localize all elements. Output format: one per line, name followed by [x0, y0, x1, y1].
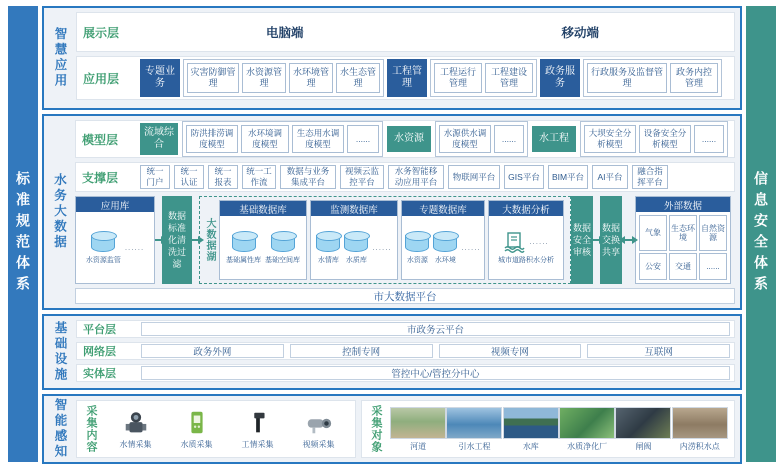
city-bigdata-platform-bar: 市大数据平台 [75, 288, 735, 304]
smart-perception-label: 智能感知 [53, 398, 67, 460]
infrastructure-label: 基础设施 [53, 321, 67, 383]
app-item: 政务内控管理 [670, 63, 718, 93]
db-cylinder-item [316, 230, 340, 265]
database-cylinder-icon [405, 235, 429, 252]
flow-arrow-icon [593, 239, 600, 241]
standards-system-bar [8, 6, 38, 462]
water-quality-device-icon [183, 409, 211, 437]
external-data-grid [636, 212, 730, 283]
sensor-probe-icon [244, 409, 272, 437]
band-label-smart-application [44, 8, 76, 108]
support-layer-label: 支撑层 [82, 170, 119, 185]
standards-system-label: 标准规范体系 [15, 171, 31, 297]
mobile-client-label: 移动端 [561, 26, 599, 40]
network-item: 互联网 [587, 344, 730, 358]
database-cylinder-icon [91, 235, 115, 252]
basic-db-title: 基础数据库 [220, 201, 306, 216]
support-item: BIM平台 [548, 165, 588, 189]
db-cylinder-label: 水资源监管 [85, 257, 121, 264]
database-cylinder-icon [316, 235, 340, 252]
model-item: 水环境调度模型 [241, 125, 289, 153]
external-item: 自然资源 [699, 215, 727, 251]
object-item [672, 407, 728, 452]
network-item: 控制专网 [290, 344, 433, 358]
platform-layer-label: 平台层 [83, 324, 116, 336]
database-cylinder-icon [344, 235, 368, 252]
external-data-title: 外部数据 [636, 197, 730, 212]
bigdata-analysis-box [488, 200, 564, 280]
support-layer-row [75, 162, 735, 192]
app-item: 水环境管理 [289, 63, 333, 93]
model-group-water-resource [435, 121, 528, 157]
display-layer-label: 展示层 [83, 25, 120, 40]
gov-cloud-platform: 市政务云平台 [141, 322, 730, 336]
analysis-label: 城市道路积水分析 [498, 256, 554, 264]
db-cylinder-item [433, 230, 457, 265]
bigdata-analysis-body [489, 216, 563, 279]
model-item-ellipsis: ...... [347, 125, 379, 153]
entity-layer-label: 实体层 [83, 368, 116, 380]
monitor-db-title: 监测数据库 [311, 201, 397, 216]
app-group-head-topic-business: 专题业务 [140, 59, 180, 97]
model-layer-row [75, 120, 735, 158]
flow-meter-icon [122, 409, 150, 437]
basic-db-body [220, 216, 306, 279]
flow-arrow-icon [155, 239, 162, 241]
client-area [137, 23, 728, 41]
app-group-topic-business [183, 59, 384, 97]
data-clean-column: 数据标准化清洗过滤 [162, 196, 192, 284]
object-item-label: 闸阀 [635, 441, 652, 451]
band-label-water-bigdata [44, 116, 75, 308]
control-center: 管控中心/管控分中心 [141, 366, 730, 380]
db-cylinder-item [265, 230, 300, 265]
object-item [615, 407, 671, 452]
model-group-head-basin: 流域综合 [140, 123, 178, 155]
object-item [446, 407, 502, 452]
band-label-smart-perception [44, 396, 76, 462]
platform-layer-row [76, 320, 735, 338]
support-item: GIS平台 [504, 165, 544, 189]
data-audit-column: 数据安全审核 [571, 196, 593, 284]
support-item: 融合指挥平台 [632, 165, 668, 189]
database-cylinder-icon [433, 235, 457, 252]
external-item: 交通 [669, 253, 697, 280]
application-db-box [75, 196, 155, 284]
model-item: 水源供水调度模型 [439, 125, 491, 153]
object-item-label: 水库 [522, 441, 539, 451]
collect-item-label: 水情采集 [119, 439, 152, 449]
application-layer-label: 应用层 [83, 71, 120, 86]
collect-item [242, 409, 274, 450]
support-item: 数据与业务集成平台 [280, 165, 336, 189]
waterlogging-point-photo [672, 407, 728, 439]
bigdata-lake-label-wrap [203, 200, 216, 280]
diagram-main [42, 6, 742, 468]
application-db-body [76, 212, 154, 283]
app-group-head-project-management: 工程管理 [387, 59, 427, 97]
bigdata-lake [199, 196, 571, 284]
two-way-arrow-icon [623, 239, 634, 241]
object-item [559, 407, 615, 452]
db-cylinder-label: 基础空间库 [265, 257, 300, 264]
object-item [390, 407, 446, 452]
model-item-ellipsis: ...... [494, 125, 524, 153]
db-cylinder-item [226, 230, 261, 265]
db-cylinder-label: 水环境 [434, 257, 456, 264]
river-photo [390, 407, 446, 439]
smart-application-label: 智慧应用 [53, 27, 67, 89]
collect-item-label: 视频采集 [302, 439, 335, 449]
ellipsis: ...... [372, 243, 392, 252]
object-item-label: 内涝积水点 [679, 441, 720, 451]
gate-valve-photo [615, 407, 671, 439]
model-group-basin [182, 121, 383, 157]
support-item: 统一门户 [140, 165, 170, 189]
band-smart-perception [42, 394, 742, 464]
bigdata-analysis-title: 大数据分析 [489, 201, 563, 216]
collect-item [120, 409, 152, 450]
external-item: 气象 [639, 215, 667, 251]
support-item: 物联网平台 [448, 165, 500, 189]
entity-layer-row [76, 364, 735, 382]
model-layer-label: 模型层 [82, 132, 119, 147]
collect-item-label: 工情采集 [241, 439, 274, 449]
collect-content-box [76, 400, 356, 458]
thematic-db-title: 专题数据库 [402, 201, 484, 216]
model-group-head-water-resource: 水资源 [387, 126, 431, 152]
collect-item [181, 409, 213, 450]
app-item: 行政服务及监督管理 [587, 63, 667, 93]
db-cylinder-label: 水情库 [317, 257, 339, 264]
network-items [141, 344, 730, 358]
external-item: 生态环境 [669, 215, 697, 251]
object-item-label: 河道 [410, 441, 427, 451]
model-item-ellipsis: ...... [694, 125, 724, 153]
basic-db-box [219, 200, 307, 280]
db-cylinder-item [405, 230, 429, 265]
bigdata-lake-label: 大数据湖 [204, 218, 215, 262]
app-item: 工程运行管理 [434, 63, 482, 93]
collect-objects-items [390, 407, 728, 452]
model-item: 大坝安全分析模型 [584, 125, 636, 153]
support-item: 统一认证 [174, 165, 204, 189]
collect-objects-box [361, 400, 735, 458]
external-data-box [635, 196, 731, 284]
thematic-db-body [402, 216, 484, 279]
network-layer-label: 网络层 [83, 346, 116, 358]
model-group-water-project [580, 121, 728, 157]
pc-client-label: 电脑端 [265, 26, 304, 40]
band-smart-application [42, 6, 742, 110]
database-cylinder-icon [232, 235, 256, 252]
reservoir-photo [503, 407, 559, 439]
collect-objects-label: 采集对象 [370, 405, 382, 453]
water-diversion-photo [446, 407, 502, 439]
camera-icon [305, 409, 333, 437]
band-label-infrastructure [44, 316, 76, 388]
water-bigdata-label: 水务大数据 [52, 173, 67, 251]
data-exchange-column: 数据交换共享 [600, 196, 622, 284]
support-item: 水务智能移动应用平台 [388, 165, 444, 189]
ellipsis: ...... [124, 243, 145, 252]
app-group-head-gov-service: 政务服务 [540, 59, 580, 97]
ellipsis: ...... [461, 243, 481, 252]
support-item: 视频云监控平台 [340, 165, 384, 189]
thematic-db-box [401, 200, 485, 280]
support-item: AI平台 [592, 165, 628, 189]
band-infrastructure [42, 314, 742, 390]
object-item-label: 水质净化厂 [567, 441, 608, 451]
dataflow-row [75, 196, 735, 284]
object-item-label: 引水工程 [458, 441, 491, 451]
collect-item-label: 水质采集 [180, 439, 213, 449]
network-item: 政务外网 [141, 344, 284, 358]
db-cylinder-item [86, 230, 121, 265]
collect-item [303, 409, 335, 450]
object-item [503, 407, 559, 452]
model-item: 生态用水调度模型 [292, 125, 344, 153]
db-cylinder-label: 基础属性库 [226, 257, 261, 264]
security-system-label: 信息安全体系 [753, 171, 769, 297]
application-db-title: 应用库 [76, 197, 154, 212]
app-group-project-management [430, 59, 537, 97]
db-cylinder-label: 水资源 [406, 257, 428, 264]
monitor-db-box [310, 200, 398, 280]
model-item: 防洪排涝调度模型 [186, 125, 238, 153]
app-group-gov-service [583, 59, 722, 97]
ellipsis: ...... [529, 237, 549, 246]
network-item: 视频专网 [439, 344, 582, 358]
purification-plant-photo [559, 407, 615, 439]
security-system-bar [746, 6, 776, 462]
support-item: 统一工作流 [242, 165, 276, 189]
application-layer-row [76, 56, 735, 100]
network-layer-row [76, 342, 735, 360]
app-item: 工程建设管理 [485, 63, 533, 93]
external-item: 公安 [639, 253, 667, 280]
support-item: 统一报表 [208, 165, 238, 189]
db-cylinder-item [344, 230, 368, 265]
external-item: ...... [699, 253, 727, 280]
model-item: 设备安全分析模型 [639, 125, 691, 153]
app-item: 灾害防御管理 [187, 63, 239, 93]
monitor-db-body [311, 216, 397, 279]
database-cylinder-icon [271, 235, 295, 252]
collect-content-label: 采集内容 [85, 405, 97, 453]
display-layer-row [76, 12, 735, 52]
collect-content-items [105, 409, 349, 450]
flow-arrow-icon [192, 239, 199, 241]
app-item: 水生态管理 [336, 63, 380, 93]
band-water-bigdata [42, 114, 742, 310]
water-analysis-icon [503, 231, 525, 253]
db-cylinder-label: 水质库 [345, 257, 367, 264]
model-group-head-water-project: 水工程 [532, 126, 576, 152]
app-item: 水资源管理 [242, 63, 286, 93]
